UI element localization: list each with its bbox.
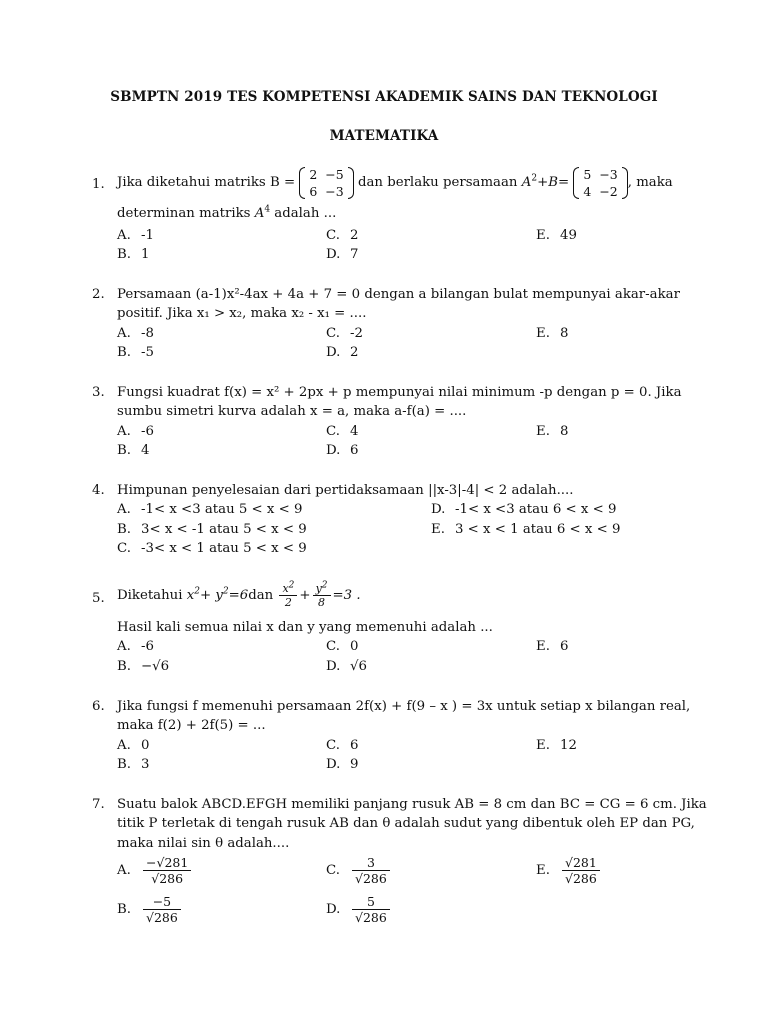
option bbox=[536, 855, 602, 886]
option bbox=[326, 659, 367, 674]
question-3-line-2: sumbu simetri kurva adalah x = a, maka a-f(a) = .... bbox=[117, 404, 467, 419]
option bbox=[117, 855, 193, 886]
option-value: 8 bbox=[560, 326, 569, 341]
option bbox=[117, 228, 154, 243]
option-label: E. bbox=[536, 738, 550, 753]
fraction-numerator: 3 bbox=[352, 855, 390, 871]
matrix-result-cell: −2 bbox=[599, 183, 618, 199]
q5-eq1-value: =6 bbox=[228, 588, 249, 603]
option-value: -1< x <3 atau 6 < x < 9 bbox=[455, 502, 617, 517]
matrix-b-cell: 2 bbox=[309, 166, 318, 182]
option bbox=[117, 326, 154, 341]
option-value: 4 bbox=[141, 443, 150, 458]
option-value: 6 bbox=[350, 738, 359, 753]
option bbox=[117, 894, 183, 925]
option-value: 0 bbox=[141, 738, 150, 753]
q1-line2-var: A bbox=[254, 206, 265, 221]
q5-text-a: Diketahui bbox=[117, 588, 183, 603]
option-label: A. bbox=[117, 639, 131, 654]
question-3-number: 3. bbox=[92, 385, 105, 400]
option-label: C. bbox=[326, 424, 340, 439]
q5-eq1-expression: $x^2+ y^2$ bbox=[186, 586, 229, 603]
question-2-number: 2. bbox=[92, 287, 105, 302]
q1-eq-mid: +B= bbox=[537, 175, 570, 190]
fraction-denominator: √286 bbox=[151, 871, 184, 886]
question-1-line-1 bbox=[117, 163, 673, 203]
q1-eq-lhs: A bbox=[521, 175, 532, 190]
fraction-numerator: √281 bbox=[562, 855, 600, 871]
option bbox=[326, 738, 358, 753]
option-value: -5 bbox=[141, 345, 154, 360]
option-value: 3 < x < 1 atau 6 < x < 9 bbox=[455, 522, 621, 537]
option-label: D. bbox=[431, 502, 446, 517]
option-label: E. bbox=[536, 228, 550, 243]
matrix-b-cell: −5 bbox=[325, 166, 344, 182]
option-label: D. bbox=[326, 902, 341, 917]
exam-title: SBMPTN 2019 TES KOMPETENSI AKADEMIK SAINS DAN TEKNOLOGI bbox=[110, 89, 658, 105]
option-value: 12 bbox=[560, 738, 577, 753]
question-7-number: 7. bbox=[92, 797, 105, 812]
q1-line2-sup: 4 bbox=[264, 204, 271, 215]
q1-line2-b: adalah ... bbox=[274, 206, 337, 221]
option-value: 3 bbox=[141, 757, 150, 772]
q1-eq-sup: 2 bbox=[531, 173, 538, 184]
option-value: 7 bbox=[350, 247, 359, 262]
option bbox=[536, 738, 577, 753]
option-value: 49 bbox=[560, 228, 577, 243]
matrix-result-cell: −3 bbox=[599, 166, 618, 182]
fraction-x2-over-2: $\frac{x^2}{2}$ bbox=[279, 582, 297, 609]
option bbox=[326, 345, 358, 360]
option bbox=[326, 757, 358, 772]
question-2-line-2: positif. Jika x₁ > x₂, maka x₂ - x₁ = .... bbox=[117, 306, 367, 321]
option-label: A. bbox=[117, 863, 131, 878]
option-label: C. bbox=[326, 738, 340, 753]
option bbox=[117, 443, 149, 458]
fraction-numerator: −√281 bbox=[143, 855, 191, 871]
option-label: A. bbox=[117, 738, 131, 753]
option-label: B. bbox=[117, 247, 131, 262]
option bbox=[117, 424, 154, 439]
option bbox=[117, 738, 149, 753]
question-6-line-2: maka f(2) + 2f(5) = ... bbox=[117, 718, 266, 733]
option-value: -6 bbox=[141, 424, 154, 439]
option-value: -8 bbox=[141, 326, 154, 341]
fraction-denominator: √286 bbox=[565, 871, 597, 886]
option bbox=[326, 894, 392, 925]
option-label: C. bbox=[117, 541, 131, 556]
option-value: √6 bbox=[350, 659, 367, 674]
option bbox=[117, 541, 307, 556]
option bbox=[117, 247, 149, 262]
q5-text-b: dan bbox=[248, 588, 274, 603]
option-label: C. bbox=[326, 639, 340, 654]
option-label: A. bbox=[117, 424, 131, 439]
option-label: B. bbox=[117, 902, 131, 917]
option bbox=[117, 522, 307, 537]
option-value: 2 bbox=[350, 345, 359, 360]
question-5-line-2: Hasil kali semua nilai x dan y yang memenuhi adalah ... bbox=[117, 620, 493, 635]
question-3-line-1: Fungsi kuadrat f(x) = x² + 2px + p mempunyai nilai minimum -p dengan p = 0. Jika bbox=[117, 385, 682, 400]
option-value: 0 bbox=[350, 639, 359, 654]
q1-text-a: Jika diketahui matriks B = bbox=[117, 175, 296, 190]
option bbox=[117, 345, 154, 360]
fraction-denominator: √286 bbox=[146, 910, 178, 925]
option bbox=[431, 502, 616, 517]
option-label: E. bbox=[536, 424, 550, 439]
question-7-line-1: Suatu balok ABCD.EFGH memiliki panjang rusuk AB = 8 cm dan BC = CG = 6 cm. Jika bbox=[117, 797, 707, 812]
option bbox=[536, 228, 577, 243]
option-value: 9 bbox=[350, 757, 359, 772]
q1-text-b: dan berlaku persamaan bbox=[357, 175, 518, 190]
fraction-numerator: 5 bbox=[352, 894, 390, 910]
fraction-numerator: −5 bbox=[143, 894, 181, 910]
matrix-b bbox=[299, 166, 353, 200]
option-label: D. bbox=[326, 247, 341, 262]
question-4-line-1: Himpunan penyelesaian dari pertidaksamaan ||x-3|-4| < 2 adalah.... bbox=[117, 483, 574, 498]
option-label: D. bbox=[326, 757, 341, 772]
option bbox=[117, 502, 302, 517]
option bbox=[326, 247, 358, 262]
option-value: -1 bbox=[141, 228, 154, 243]
option bbox=[326, 443, 358, 458]
option-label: E. bbox=[536, 326, 550, 341]
fraction-denominator: √286 bbox=[355, 871, 387, 886]
q1-line2-a: determinan matriks bbox=[117, 206, 251, 221]
option-value: -1< x <3 atau 5 < x < 9 bbox=[141, 502, 303, 517]
question-7-line-3: maka nilai sin θ adalah.... bbox=[117, 836, 290, 851]
matrix-result-cell: 5 bbox=[583, 166, 592, 182]
option bbox=[326, 855, 392, 886]
option-label: C. bbox=[326, 228, 340, 243]
subject-title: MATEMATIKA bbox=[329, 128, 439, 144]
question-1-line-2 bbox=[117, 206, 336, 221]
option-label: A. bbox=[117, 502, 131, 517]
option-value: -6 bbox=[141, 639, 154, 654]
option-label: B. bbox=[117, 443, 131, 458]
option-label: B. bbox=[117, 345, 131, 360]
matrix-b-cell: −3 bbox=[325, 183, 344, 199]
question-1-number: 1. bbox=[92, 177, 105, 192]
question-6-number: 6. bbox=[92, 699, 105, 714]
matrix-result bbox=[573, 166, 627, 200]
option-label: A. bbox=[117, 228, 131, 243]
option-label: E. bbox=[536, 863, 550, 878]
option-label: E. bbox=[431, 522, 445, 537]
option bbox=[326, 424, 358, 439]
question-2-line-1: Persamaan (a-1)x²-4ax + 4a + 7 = 0 dengan a bilangan bulat mempunyai akar-akar bbox=[117, 287, 680, 302]
option-label: B. bbox=[117, 757, 131, 772]
option-value: −√6 bbox=[141, 659, 170, 674]
option-value: -2 bbox=[350, 326, 363, 341]
option-label: B. bbox=[117, 659, 131, 674]
option-value: 2 bbox=[350, 228, 359, 243]
option-label: B. bbox=[117, 522, 131, 537]
option-value: 3< x < -1 atau 5 < x < 9 bbox=[141, 522, 307, 537]
option-value: 6 bbox=[560, 639, 569, 654]
option bbox=[326, 326, 363, 341]
question-6-line-1: Jika fungsi f memenuhi persamaan 2f(x) + f(9 – x ) = 3x untuk setiap x bilangan real, bbox=[117, 699, 691, 714]
question-5-line-1: Diketahui $x^2+ y^2=6dan$ $\frac{x^2}{2}$ + $\frac{y^2}{8}$ =3 . bbox=[117, 580, 361, 609]
option-label: E. bbox=[536, 639, 550, 654]
option-label: C. bbox=[326, 863, 340, 878]
option bbox=[117, 639, 154, 654]
option bbox=[536, 424, 568, 439]
option-label: D. bbox=[326, 345, 341, 360]
option bbox=[536, 639, 568, 654]
option bbox=[536, 326, 568, 341]
option-value: -3< x < 1 atau 5 < x < 9 bbox=[141, 541, 307, 556]
option bbox=[431, 522, 620, 537]
option bbox=[117, 659, 169, 674]
option-value: 8 bbox=[560, 424, 569, 439]
option-label: A. bbox=[117, 326, 131, 341]
q1-text-c: , maka bbox=[627, 175, 673, 190]
option-label: D. bbox=[326, 659, 341, 674]
matrix-b-cell: 6 bbox=[309, 183, 318, 199]
fraction-denominator: √286 bbox=[355, 910, 387, 925]
q5-eq2-value: =3 . bbox=[332, 588, 361, 603]
option bbox=[117, 757, 149, 772]
option-value: 6 bbox=[350, 443, 359, 458]
option bbox=[326, 228, 358, 243]
option-label: D. bbox=[326, 443, 341, 458]
option-value: 1 bbox=[141, 247, 150, 262]
option bbox=[326, 639, 358, 654]
fraction-y2-over-8: $\frac{y^2}{8}$ bbox=[313, 582, 331, 609]
option-label: C. bbox=[326, 326, 340, 341]
option-value: 4 bbox=[350, 424, 359, 439]
matrix-result-cell: 4 bbox=[583, 183, 592, 199]
question-4-number: 4. bbox=[92, 483, 105, 498]
question-5-number: 5. bbox=[92, 591, 105, 606]
question-7-line-2: titik P terletak di tengah rusuk AB dan θ adalah sudut yang dibentuk oleh EP dan PG, bbox=[117, 816, 695, 831]
